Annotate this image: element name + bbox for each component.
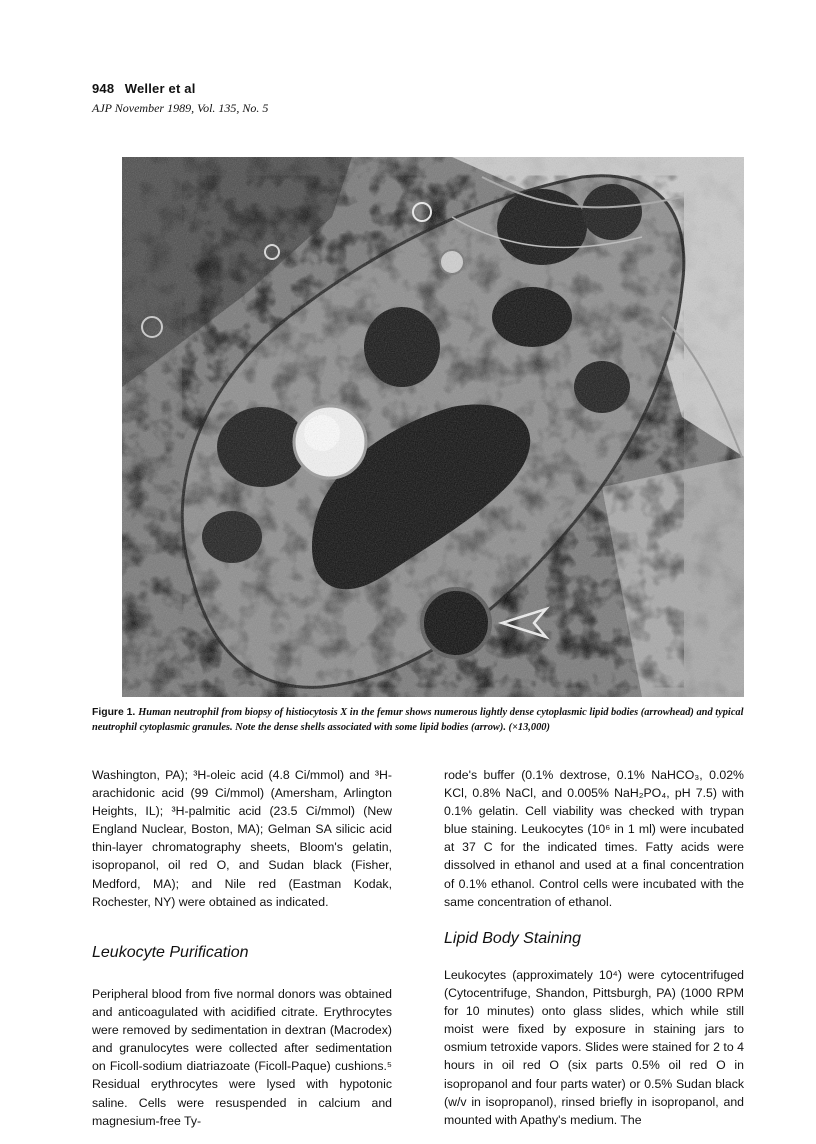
left-paragraph-1: Washington, PA); ³H-oleic acid (4.8 Ci/mmol) and ³H-arachidonic acid (99 Ci/mmol) (Amersham, Arlington Heights, IL); ³H-palmitic acid (23.5 Ci/mmol) (New England Nuclear, Boston, MA); Gelman SA silicic acid thin-layer chromatography sheets, Bloom's gelatin, isopropanol, oil red O, and Sudan black (Fisher, Medford, MA); and Nile red (Eastman Kodak, Rochester, NY) were obtained as indicated. xyxy=(92,768,392,909)
figure-caption xyxy=(92,706,744,735)
figure-caption-text: Human neutrophil from biopsy of histiocytosis X in the femur shows numerous lightly dense cytoplasmic lipid bodies (arrowhead) and typical neutrophil cytoplasmic granules. Note the dense shells associated with some lipid bodies (arrow). (×13,000) xyxy=(92,707,744,733)
running-head xyxy=(92,80,268,98)
left-paragraph-2: Peripheral blood from five normal donors was obtained and anticoagulated with acidified citrate. Erythrocytes were removed by sedimentation in dextran (Macrodex) and granulocytes were collected after sedimentation on Ficoll-sodium diatriazoate (Ficoll-Paque) cushions.⁵ Residual erythrocytes were lysed with hypotonic saline. Cells were resuspended in calcium and magnesium-free Ty- xyxy=(92,987,392,1128)
electron-micrograph-neutrophil-icon xyxy=(122,157,744,697)
running-authors: Weller et al xyxy=(124,81,196,96)
right-column xyxy=(444,766,744,911)
right-paragraph-1: rode's buffer (0.1% dextrose, 0.1% NaHCO₃, 0.02% KCl, 0.8% NaCl, and 0.005% NaH₂PO₄, pH 7.5) with 0.1% gelatin. Cell viability was checked with trypan blue staining. Leukocytes (10⁶ in 1 ml) were incubated at 37 C for the indicated times. Fatty acids were dissolved in ethanol and used at a final concentration of 0.1% ethanol. Control cells were incubated with the same concentration of ethanol. xyxy=(444,768,744,909)
left-column xyxy=(92,766,392,911)
journal-citation: AJP November 1989, Vol. 135, No. 5 xyxy=(92,101,269,115)
figure-label: Figure 1. xyxy=(92,707,136,718)
section-heading-leukocyte-purification: Leukocyte Purification xyxy=(92,944,249,961)
page-header xyxy=(92,80,268,116)
section-heading-lipid-body-staining: Lipid Body Staining xyxy=(444,930,581,947)
page-number: 948 xyxy=(92,81,115,96)
right-paragraph-2: Leukocytes (approximately 10⁴) were cytocentrifuged (Cytocentrifuge, Shandon, Pittsburgh, PA) (1000 RPM for 10 minutes) onto glass slides, which while still moist were fixed by exposure in staining jars to osmium tetroxide vapors. Slides were stained for 2 to 4 hours in oil red O (six parts 0.5% oil red O in isopropanol and four parts water) or 0.5% Sudan black (w/v in isopropanol), rinsed briefly in isopropanol, and mounted with Apathy's medium. The xyxy=(444,968,744,1127)
figure-micrograph xyxy=(122,157,744,697)
